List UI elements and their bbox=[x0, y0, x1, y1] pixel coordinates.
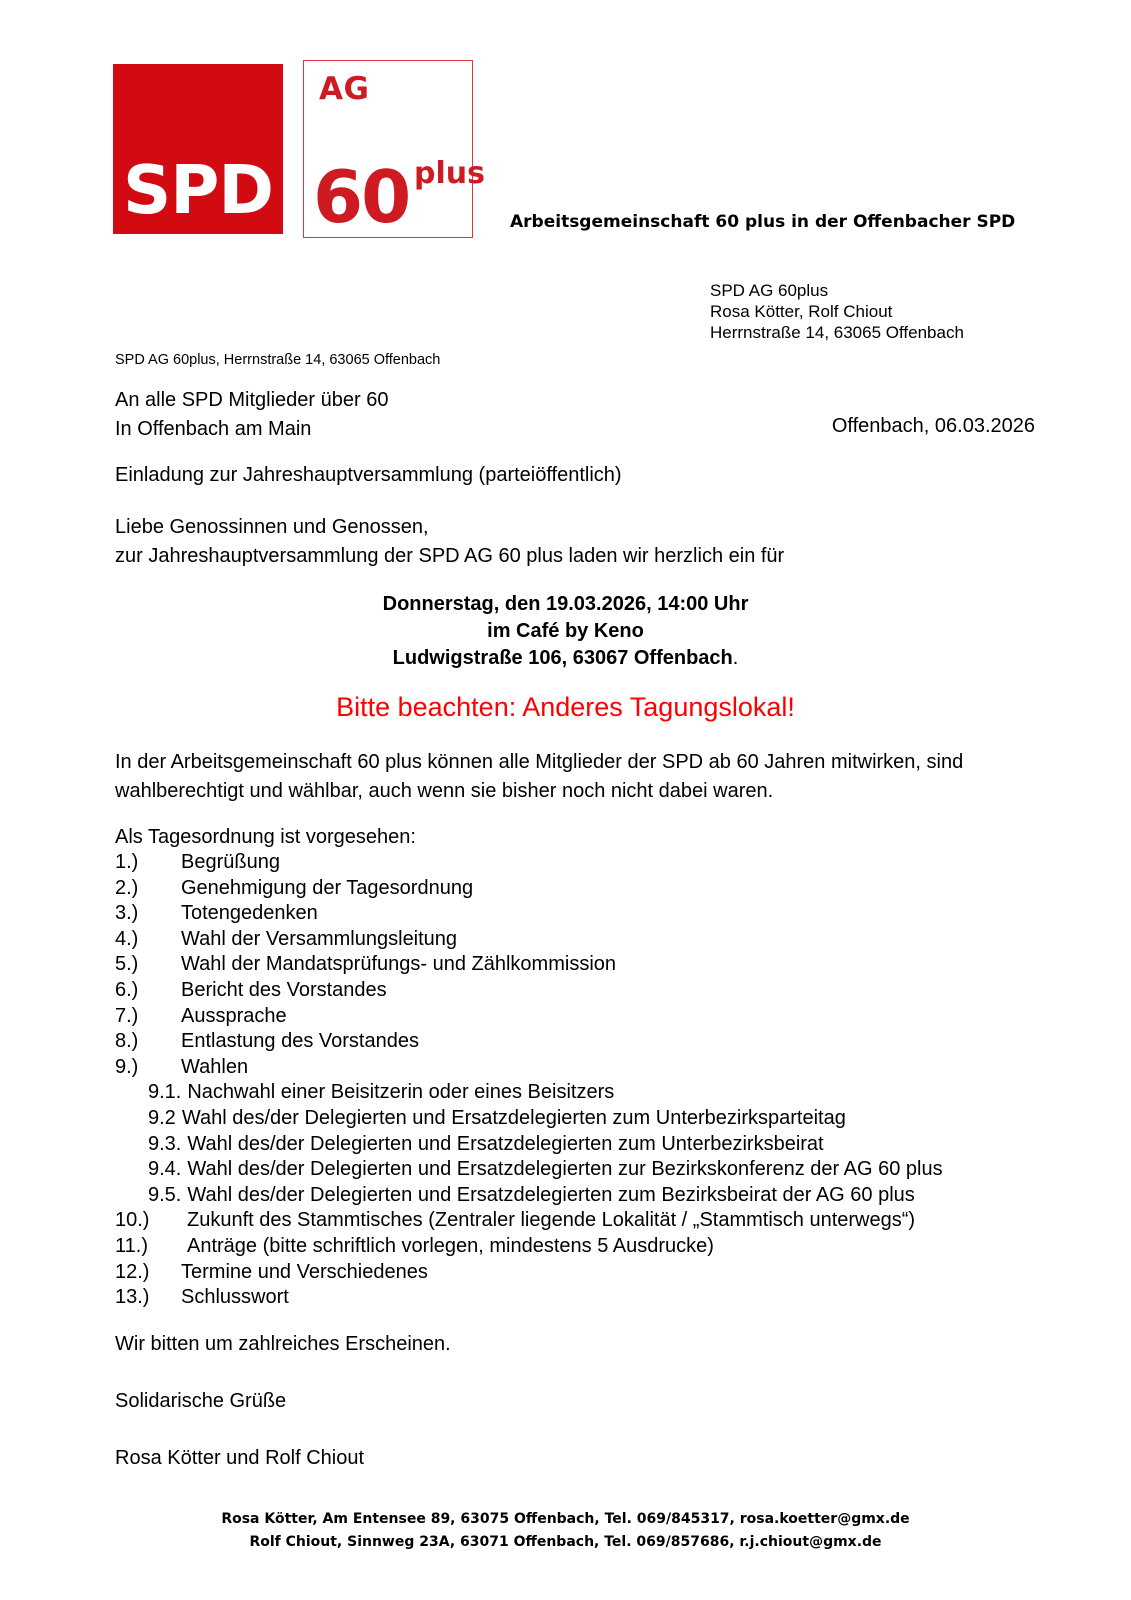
footer-contact-2: Rolf Chiout, Sinnweg 23A, 63071 Offenbach, Tel. 069/857686, r.j.chiout@gmx.de bbox=[249, 1534, 882, 1550]
agenda-item bbox=[115, 851, 1075, 877]
agenda-item bbox=[115, 928, 1075, 954]
meeting-address: Ludwigstraße 106, 63067 Offenbach bbox=[392, 647, 733, 669]
agenda-item bbox=[115, 902, 1075, 928]
agenda-item-label: Wahl der Mandatsprüfungs- und Zählkommission bbox=[181, 953, 617, 976]
agenda-item-number: 12.) bbox=[115, 1260, 150, 1283]
agenda-item bbox=[115, 953, 1075, 979]
membership-paragraph: In der Arbeitsgemeinschaft 60 plus können alle Mitglieder der SPD ab 60 Jahren mitwirken, sind wahlberechtigt und wählbar, auch wenn sie bisher noch nicht dabei waren. bbox=[115, 751, 964, 802]
agenda-item bbox=[115, 979, 1075, 1005]
agenda-item-label: Nachwahl einer Beisitzerin oder eines Beisitzers bbox=[187, 1081, 615, 1104]
agenda-item-number: 3.) bbox=[115, 902, 139, 925]
agenda-item bbox=[115, 1158, 1075, 1184]
agenda-item bbox=[115, 1184, 1075, 1210]
sender-line-2: Rosa Kötter, Rolf Chiout bbox=[710, 302, 893, 321]
salutation-line-1: Liebe Genossinnen und Genossen, bbox=[115, 516, 429, 538]
meeting-address-row bbox=[0, 645, 1131, 672]
venue-change-notice: Bitte beachten: Anderes Tagungslokal! bbox=[336, 692, 795, 722]
agenda-heading: Als Tagesordnung ist vorgesehen: bbox=[115, 826, 416, 848]
spd-logo bbox=[113, 64, 283, 234]
agenda-item bbox=[115, 1261, 1075, 1287]
agenda-item-number: 9.2 bbox=[148, 1106, 176, 1129]
agenda-item bbox=[115, 1133, 1075, 1159]
recipient-line-1: An alle SPD Mitglieder über 60 bbox=[115, 389, 389, 411]
meeting-datetime: Donnerstag, den 19.03.2026, 14:00 Uhr bbox=[382, 593, 749, 615]
closing-spacer-2 bbox=[115, 1416, 451, 1444]
ag-60plus-logo bbox=[303, 60, 485, 239]
spd-wordmark-text: SPD bbox=[123, 151, 273, 229]
agenda-item bbox=[115, 1107, 1075, 1133]
closing-spacer-1 bbox=[115, 1359, 451, 1387]
recipient-line-2: In Offenbach am Main bbox=[115, 418, 312, 440]
recipient-address-block bbox=[115, 386, 388, 444]
sender-line-3: Herrnstraße 14, 63065 Offenbach bbox=[710, 323, 964, 342]
meeting-address-period: . bbox=[732, 647, 739, 669]
agenda-item bbox=[115, 1030, 1075, 1056]
agenda-item-number: 9.3. bbox=[148, 1132, 182, 1155]
agenda-item-number: 2.) bbox=[115, 876, 139, 899]
agenda-item-number: 5.) bbox=[115, 953, 139, 976]
agenda-item-label: Begrüßung bbox=[181, 851, 280, 873]
agenda-item-number: 4.) bbox=[115, 927, 139, 950]
agenda-item-label: Wahlen bbox=[181, 1055, 249, 1078]
meeting-venue: im Café by Keno bbox=[487, 620, 644, 642]
agenda-item-label: Wahl des/der Delegierten und Ersatzdelegierten zum Unterbezirksbeirat bbox=[187, 1132, 824, 1155]
agenda-item-label: Wahl des/der Delegierten und Ersatzdelegierten zum Unterbezirksparteitag bbox=[181, 1106, 846, 1129]
agenda-item bbox=[115, 877, 1075, 903]
agenda-item-label: Zukunft des Stammtisches (Zentraler liegende Lokalität / „Stammtisch unterwegs“) bbox=[187, 1209, 916, 1232]
sender-address-block bbox=[710, 280, 964, 343]
place-and-date: Offenbach, 06.03.2026 bbox=[831, 415, 1035, 437]
return-address-line: SPD AG 60plus, Herrnstraße 14, 63065 Offenbach bbox=[115, 352, 441, 368]
sender-line-1: SPD AG 60plus bbox=[710, 281, 829, 300]
agenda-item-number: 1.) bbox=[115, 851, 139, 873]
agenda-item-number: 13.) bbox=[115, 1286, 150, 1309]
agenda-item-label: Genehmigung der Tagesordnung bbox=[181, 876, 474, 899]
agenda-item-number: 6.) bbox=[115, 978, 139, 1001]
salutation-block bbox=[115, 513, 784, 571]
agenda-item-number: 9.1. bbox=[148, 1081, 182, 1104]
agenda-item-label: Totengedenken bbox=[181, 902, 318, 925]
agenda-item-label: Wahl des/der Delegierten und Ersatzdelegierten zum Bezirksbeirat der AG 60 plus bbox=[187, 1183, 915, 1206]
footer-contact-1: Rosa Kötter, Am Entensee 89, 63075 Offenbach, Tel. 069/845317, rosa.koetter@gmx.de bbox=[221, 1511, 910, 1527]
agenda-item-number: 9.4. bbox=[148, 1158, 182, 1181]
agenda-item bbox=[115, 1081, 1075, 1107]
agenda-item-number: 9.) bbox=[115, 1055, 139, 1078]
agenda-item-label: Termine und Verschiedenes bbox=[181, 1260, 428, 1283]
agenda-item bbox=[115, 1286, 1075, 1312]
regards-line: Solidarische Grüße bbox=[115, 1390, 287, 1412]
agenda-item-label: Anträge (bitte schriftlich vorlegen, mindestens 5 Ausdrucke) bbox=[187, 1234, 714, 1257]
closing-block bbox=[115, 1330, 451, 1473]
agenda-item-number: 11.) bbox=[115, 1234, 148, 1257]
signature-line: Rosa Kötter und Rolf Chiout bbox=[115, 1447, 365, 1469]
ag-plus-text: plus bbox=[414, 156, 485, 191]
agenda-item bbox=[115, 1005, 1075, 1031]
agenda-list bbox=[115, 851, 1075, 1312]
agenda-item bbox=[115, 1056, 1075, 1082]
contact-footer bbox=[0, 1508, 1131, 1554]
attendance-request: Wir bitten um zahlreiches Erscheinen. bbox=[115, 1333, 451, 1355]
agenda-item bbox=[115, 1235, 1075, 1261]
salutation-line-2: zur Jahreshauptversammlung der SPD AG 60 plus laden wir herzlich ein für bbox=[115, 545, 785, 567]
letter-subject: Einladung zur Jahreshauptversammlung (parteiöffentlich) bbox=[115, 464, 622, 486]
agenda-item bbox=[115, 1209, 1075, 1235]
agenda-item-label: Wahl der Versammlungsleitung bbox=[181, 927, 458, 950]
agenda-item-number: 9.5. bbox=[148, 1183, 182, 1206]
agenda-item-number: 7.) bbox=[115, 1004, 139, 1027]
agenda-item-label: Bericht des Vorstandes bbox=[181, 978, 387, 1001]
agenda-item-label: Schlusswort bbox=[181, 1286, 289, 1309]
meeting-details-block bbox=[0, 591, 1131, 672]
agenda-item-label: Wahl des/der Delegierten und Ersatzdelegierten zur Bezirkskonferenz der AG 60 plus bbox=[187, 1158, 943, 1181]
ag-sixty-text: 60 bbox=[313, 155, 410, 239]
ag-label-text: AG bbox=[319, 71, 370, 107]
agenda-item-label: Entlastung des Vorstandes bbox=[181, 1030, 419, 1053]
organisation-title: Arbeitsgemeinschaft 60 plus in der Offenbacher SPD bbox=[510, 212, 1016, 232]
agenda-item-label: Aussprache bbox=[181, 1004, 287, 1027]
agenda-item-number: 10.) bbox=[115, 1209, 150, 1232]
agenda-item-number: 8.) bbox=[115, 1030, 139, 1053]
